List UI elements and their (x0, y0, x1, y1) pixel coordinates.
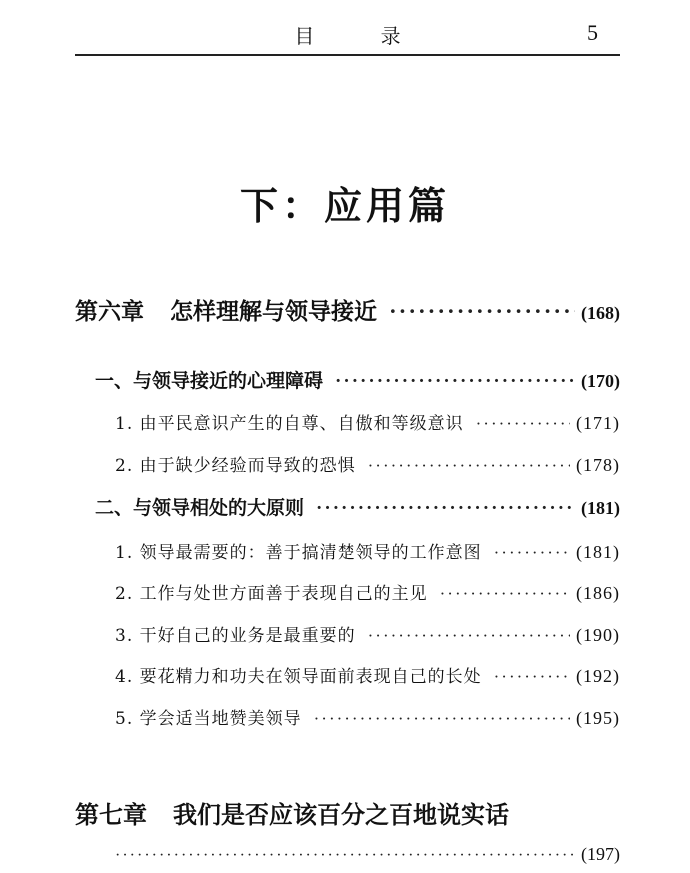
item-title: 1. 领导最需要的：善于搞清楚领导的工作意图 (115, 543, 482, 563)
item-title: 4. 要花精力和功夫在领导面前表现自己的长处 (115, 667, 482, 687)
item-title: 2. 由于缺少经验而导致的恐惧 (115, 456, 356, 476)
dot-leader (494, 667, 570, 687)
toc-item[interactable] (115, 704, 620, 729)
dot-leader (335, 371, 575, 393)
page-ref: (181) (581, 498, 620, 518)
page-ref: (186) (576, 583, 620, 603)
section-title: 二、与领导相处的大原则 (95, 497, 305, 519)
page-ref: (171) (576, 413, 620, 433)
toc-item[interactable] (115, 579, 620, 604)
dot-leader (314, 709, 570, 729)
dot-leader (115, 847, 575, 865)
header-title: 目 录 (294, 24, 431, 48)
page-ref: (192) (576, 666, 620, 686)
toc-item[interactable] (115, 451, 620, 476)
page-ref: (168) (581, 303, 620, 323)
page-ref: (170) (581, 371, 620, 391)
dot-leader (316, 498, 575, 520)
chapter-number: 第六章 (75, 298, 144, 325)
section-title: 一、与领导接近的心理障碍 (95, 370, 324, 392)
page-ref: (190) (576, 625, 620, 645)
item-title: 1. 由平民意识产生的自尊、自傲和等级意识 (115, 414, 464, 434)
page-ref: (178) (576, 455, 620, 475)
toc-chapter-7[interactable] (75, 795, 620, 865)
item-title: 5. 学会适当地赞美领导 (115, 709, 302, 729)
item-title: 2. 工作与处世方面善于表现自己的主见 (115, 584, 428, 604)
toc-item[interactable] (115, 662, 620, 687)
page-ref: (181) (576, 542, 620, 562)
chapter-title: 我们是否应该百分之百地说实话 (173, 800, 509, 829)
page-ref: (197) (581, 844, 620, 864)
page-number: 5 (587, 20, 598, 45)
toc-chapter-6[interactable] (75, 293, 620, 326)
dot-leader (494, 543, 570, 563)
toc-item[interactable] (115, 621, 620, 646)
chapter-title: 怎样理解与领导接近 (170, 298, 377, 325)
part-title: 下：应用篇 (239, 184, 450, 228)
toc-section-1[interactable] (95, 366, 620, 393)
toc-item[interactable] (115, 409, 620, 434)
dot-leader (440, 584, 570, 604)
dot-leader (368, 456, 570, 476)
dot-leader (476, 414, 570, 434)
toc-section-2[interactable] (95, 493, 620, 520)
toc-item[interactable] (115, 538, 620, 563)
toc-chapter-7-page-line (75, 844, 620, 865)
dot-leader (368, 626, 570, 646)
item-title: 3. 干好自己的业务是最重要的 (115, 626, 356, 646)
dot-leader (389, 299, 575, 325)
running-header (75, 18, 620, 56)
page-ref: (195) (576, 708, 620, 728)
chapter-number: 第七章 (75, 800, 147, 829)
